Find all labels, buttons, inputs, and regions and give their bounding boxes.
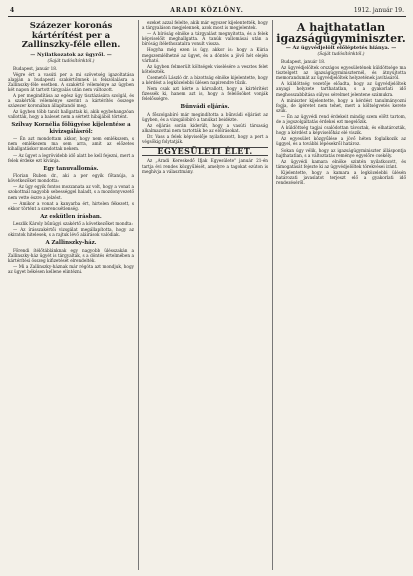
section-heading: A Zallinszky-ház. (45, 240, 97, 247)
paragraph: A küldöttség vezetője előadta, hogy az ügyvédjelöltek anyagi helyzete tarthatatlan, s a gyakorlati idő meghosszabbítása súlyos sérelmet jelentene számukra. (276, 81, 406, 97)
paragraph: Az ügyben felmerült költségek viselésére a vesztes felet kötelezték. (142, 63, 268, 74)
paragraph: A per megindítása az egész ügy tisztázására szolgál, és a szakértők véleménye szerint a kártérítés összege százezer koronában állapítandó meg. (8, 92, 134, 109)
section-banner: EGYESÜLETI ÉLET. (142, 147, 268, 156)
column-divider (272, 20, 273, 570)
paragraph: — Az ügy egyik fontos mozzanata az volt, hogy a vonat a szokottnál nagyobb sebességgel haladt, s a mozdonyvezető nem vette észre a jelzést. (8, 184, 134, 200)
column-divider (138, 20, 139, 570)
paragraph: — Én azt mondottam akkor, hogy nem emlékszem, s nem emlékezem ma sem arra, amit az előzetes kihallgatáskor mondottak nekem. (8, 136, 134, 152)
article-subtitle: — Nyilatkozatok az ügyről. — (30, 51, 112, 58)
paragraph: Dr. Vass a felek képviselője nyilatkozott, hogy a pert a végsőkig folytatják. (142, 134, 268, 145)
paragraph: Budapest, január 18. (13, 65, 58, 71)
paragraph: — A bíróság elnöke a tárgyalást megnyitotta, és a felek képviselőit meghallgatta. A tanúk vallomásai után a bíróság ítélethozatalra vonult vissza. (142, 31, 268, 47)
paragraph: — Én az ügyvédi rend érdekeit mindig szem előtt tartom, de a jogszolgáltatás érdekei ezt megelőzik. (276, 113, 406, 125)
paragraph: Nem csak azt kérte a kárvallott, hogy a kártérítést fizessék ki, hanem azt is, hogy a felelősöket vonják felelősségre. (142, 86, 268, 102)
column-3 (276, 20, 406, 570)
section-heading: Egy tanuvallomás. (43, 165, 99, 172)
paragraph: — Az írásszakértői vizsgálat megállapította, hogy az okiratok hitelesek, s a rajtuk lévő aláírások valódiak. (8, 227, 134, 238)
paragraph: Florian Ruben dr., aki a per egyik főtanúja, a következőket mondotta: (8, 173, 134, 184)
paragraph: Az egyesület közgyűlése a jövő héten foglalkozik az üggyel, és a további lépésekről határoz. (276, 136, 406, 147)
paragraph: ezeket azzal felelte, akik már egyszer kijelentették, hogy a tárgyaláson megjelennek, azok most is megjelentek. (142, 20, 268, 31)
paragraph: Leszlik Károly bűnügyi szakértő a következőket mondta: (13, 221, 133, 227)
paragraph: — Az ügyet a legrövidebb idő alatt be kell fejezni, mert a felek érdeke ezt kívánja. (8, 152, 134, 163)
newspaper-masthead: ARADI KÖZLÖNY. (170, 7, 244, 14)
paragraph: Budapest, január 18. (281, 59, 326, 64)
paragraph: Az ügyvédjelöltek országos egyesületének küldöttsége ma tisztelgett az igazságügyminiszternél, és átnyújtotta memorandumát az ügyvédjelöltek helyzetének javításáról. (276, 65, 406, 81)
paragraph: Hogyha még ezen is ügy, akkor is: hogy a Kúria megszemlélhetné az ügyet, és a döntés a jövő hét elején várható. (142, 47, 268, 63)
page-header (8, 6, 406, 17)
section-heading: Az eskütlen írásban. (40, 213, 102, 220)
paragraph: Az eljárás során kiderült, hogy a vasúti társaság alkalmazottai nem tartották be az előírásokat. (142, 123, 268, 134)
paragraph: A küldöttség tagjai csalódottan távoztak, és elhatározták, hogy a kérdést a képviselőház elé viszik. (276, 125, 406, 136)
paragraph: Az ügyben több tanút hallgattak ki, akik egybehangzóan vallották, hogy a baleset nem a sértett hibájából történt. (8, 109, 134, 120)
paragraph: — Amikor a vonat a kanyarba ért, hirtelen fékezett, s ekkor történt a szerencsétlenség. (8, 200, 134, 211)
column-2 (142, 20, 268, 570)
article-byline: (Saját tudósítónktól.) (47, 58, 95, 64)
paragraph: Kijelentette, hogy a kamara a legközelebbi ülésén határozati javaslatot terjeszt elő a gyakorlati idő rendezéséről. (276, 169, 406, 186)
issue-date: 1912. január 19. (353, 7, 404, 14)
article-subtitle: — Az ügyvédjelölt előléptetés hiánya. — (285, 45, 397, 51)
article-title: Százezer koronás kártérítést per a Zallinszky-féle ellen. (21, 21, 121, 50)
paragraph: Csemetői László dr. a bizottság elnöke kijelentette, hogy a kérdést a legközelebbi ülésen napirendre tűzik. (142, 74, 268, 86)
paragraph: Végre ért a vasúti per a mi szövetség igazoltatása alapján a budapesti szakértőmnek is felszólalásra a Zallinszky-féle esetben. A szakértő véleménye az ügyben két napon át tartott tárgyalás után nem változott. (8, 71, 134, 92)
section-heading: Szilvay Kornélia fölügyése kijelentése a kivizsgálásról: (11, 122, 131, 135)
article-title: A hajthatatlan igazságügyminiszter. (276, 21, 406, 45)
article-byline: (Saját tudósítónktól.) (317, 52, 365, 57)
newspaper-page (8, 6, 406, 572)
page-number: 4 (10, 7, 15, 14)
paragraph: A miniszter kijelentette, hogy a kérdést tanulmányozni fogja, de ígéretet nem tehet, mert a költségvetés kerete szűk. (276, 97, 406, 113)
paragraph: — Mi a Zallinszky-háznak már régóta azt mondjuk, hogy az ügyet békésen kellene elintézni. (8, 264, 134, 275)
paragraph: A főszolgabíró már megindította a bűnvádi eljárást az ügyben, és a vizsgálóbíró a tanúkat beidézte. (142, 111, 268, 122)
column-1 (8, 20, 134, 570)
paragraph: Főrendi ítélőtáblánknak egy nagyobb ülésszakán a Zallinszky-ház ügyét is tárgyalták, s a döntés értelmében a kártérítési összeg kifizetését elrendelték. (8, 247, 134, 264)
section-heading: Bűnvádi eljárás. (180, 104, 230, 111)
paragraph: Az „Aradi Kereskedő Ifjak Egyesülete" január 21-én tartja évi rendes közgyűlését, amelyre a tagokat ezúton is meghívja a választmány. (142, 158, 268, 174)
paragraph: Az ügyvédi kamara elnöke szintén nyilatkozott, és támogatását fejezte ki az ügyvédjelöltek törekvései iránt. (276, 158, 406, 169)
paragraph: Sokan úgy vélik, hogy az igazságügyminiszter álláspontja hajthatatlan, s a változtatás reménye egyelőre csekély. (276, 147, 406, 158)
